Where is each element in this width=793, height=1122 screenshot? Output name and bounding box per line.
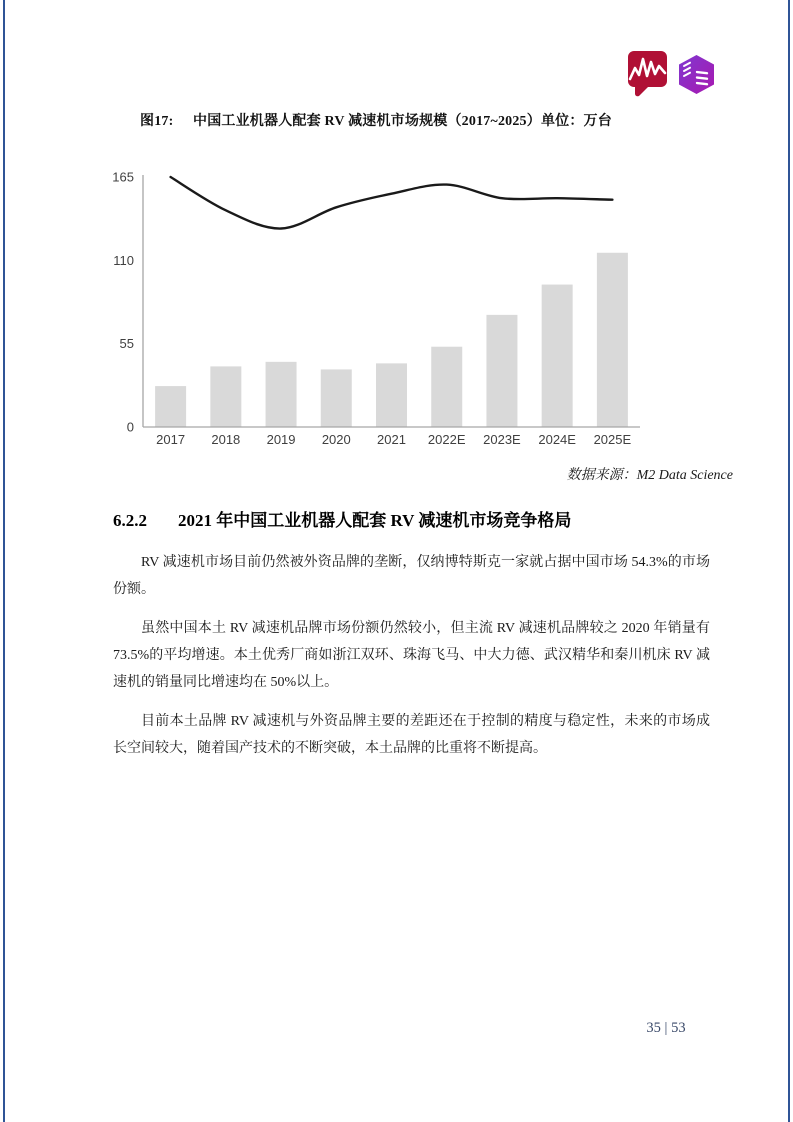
bar-2021	[376, 363, 407, 427]
x-tick-label: 2022E	[427, 432, 466, 447]
y-tick-label: 55	[119, 336, 134, 352]
figure-title: 中国工业机器人配套 RV 减速机市场规模（2017~2025）单位：万台	[193, 114, 612, 129]
figure-caption	[140, 110, 700, 130]
x-tick-label: 2019	[266, 432, 296, 447]
x-tick-label: 2024E	[538, 432, 576, 447]
page-border-left	[3, 0, 5, 1122]
y-tick-label: 165	[112, 169, 134, 185]
bar-2018	[210, 366, 241, 427]
x-tick-label: 2017	[156, 432, 186, 447]
bar-2017	[155, 386, 186, 427]
bar-2019	[266, 362, 297, 427]
rv-reducer-market-chart	[105, 160, 685, 455]
bar-2025E	[597, 253, 628, 427]
chat-pulse-icon	[627, 50, 668, 97]
chart-area	[105, 160, 685, 455]
bar-2024E	[542, 285, 573, 427]
page-border-right	[788, 0, 790, 1122]
chart-source: 数据来源：M2 Data Science	[566, 468, 733, 483]
x-tick-label: 2023E	[483, 432, 521, 447]
bar-2022E	[431, 347, 462, 427]
section-heading	[113, 506, 713, 531]
figure-label: 图17:	[140, 114, 174, 129]
x-tick-label: 2021	[377, 432, 406, 447]
paragraph: 目前本土品牌 RV 减速机与外资品牌主要的差距还在于控制的精度与稳定性，未来的市场成长空间较大，随着国产技术的不断突破，本土品牌的比重将不断提高。	[113, 714, 710, 756]
x-tick-label: 2025E	[593, 432, 632, 447]
y-tick-label: 110	[113, 252, 134, 268]
page-number: 35 | 53	[646, 1020, 686, 1036]
company-logo	[627, 50, 716, 97]
cube-icon	[677, 54, 716, 95]
paragraph: 虽然中国本土 RV 减速机品牌市场份额仍然较小，但主流 RV 减速机品牌较之 2020 年销量有 73.5%的平均增速。本土优秀厂商如浙江双环、珠海飞马、中大力德、武汉精华和秦川机床 RV 减速机的销量同比增速均在 50%以上。	[113, 621, 710, 690]
bar-2023E	[486, 315, 517, 427]
x-tick-label: 2018	[211, 432, 241, 447]
bar-2020	[321, 369, 352, 427]
trend-line	[171, 177, 613, 229]
paragraph: RV 减速机市场目前仍然被外资品牌的垄断，仅纳博特斯克一家就占据中国市场 54.3%的市场份额。	[113, 555, 710, 597]
section-title: 2021 年中国工业机器人配套 RV 减速机市场竞争格局	[178, 511, 572, 530]
x-tick-label: 2020	[321, 432, 351, 447]
section-number: 6.2.2	[113, 511, 147, 530]
body-text	[113, 549, 710, 774]
y-tick-label: 0	[126, 419, 134, 435]
